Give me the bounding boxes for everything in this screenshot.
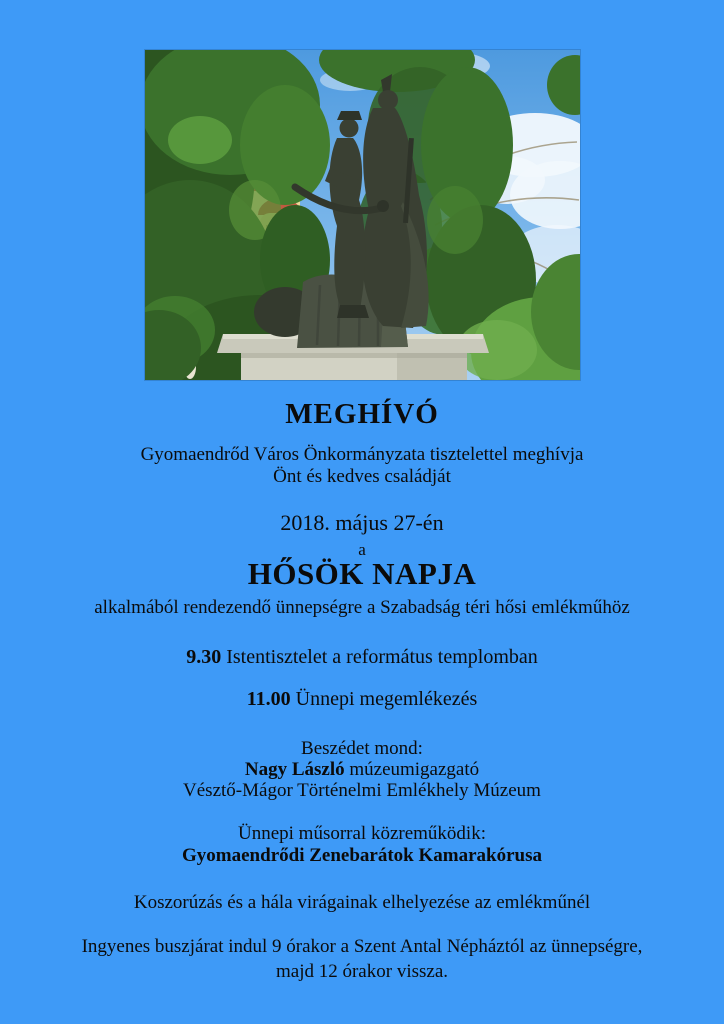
schedule-time-2: 11.00	[246, 688, 291, 710]
intro-text	[0, 444, 724, 488]
bus-line-2: majd 12 órakor vissza.	[275, 961, 448, 982]
event-subtitle: alkalmából rendezendő ünnepségre a Szabadság téri hősi emlékműhöz	[94, 597, 630, 618]
event-date: 2018. május 27-én	[280, 510, 444, 535]
speaker-organization: Vésztő-Mágor Történelmi Emlékhely Múzeum	[183, 780, 541, 801]
speech-label: Beszédet mond:	[301, 738, 423, 759]
speaker-name: Nagy László	[244, 759, 345, 780]
speaker-title: múzeumigazgató	[344, 759, 480, 780]
program-block	[0, 823, 724, 867]
intro-line-2: Önt és kedves családját	[273, 466, 451, 487]
schedule-text-1: Istentisztelet a református templomban	[221, 646, 538, 668]
bus-line-1: Ingyenes buszjárat indul 9 órakor a Szent Antal Népháztól az ünnepségre,	[81, 936, 643, 957]
speech-block	[0, 738, 724, 801]
monument-photo-graphic	[145, 50, 580, 380]
event-title: HŐSÖK NAPJA	[247, 556, 477, 591]
page-title: MEGHÍVÓ	[285, 398, 439, 430]
schedule-item-2	[0, 688, 724, 711]
wreath-line: Koszorúzás és a hála virágainak elhelyezése az emlékműnél	[133, 892, 591, 913]
speaker-line	[0, 759, 724, 780]
intro-line-1: Gyomaendrőd Város Önkormányzata tisztelettel meghívja	[140, 444, 584, 465]
article-word: a	[358, 540, 366, 559]
schedule-text-2: Ünnepi megemlékezés	[290, 688, 478, 710]
schedule-item-1	[0, 646, 724, 669]
program-label: Ünnepi műsorral közreműködik:	[237, 823, 486, 844]
bus-info	[0, 934, 724, 984]
monument-photo	[145, 50, 580, 380]
performer-name: Gyomaendrődi Zenebarátok Kamarakórusa	[182, 845, 542, 866]
schedule-time-1: 9.30	[186, 646, 222, 668]
